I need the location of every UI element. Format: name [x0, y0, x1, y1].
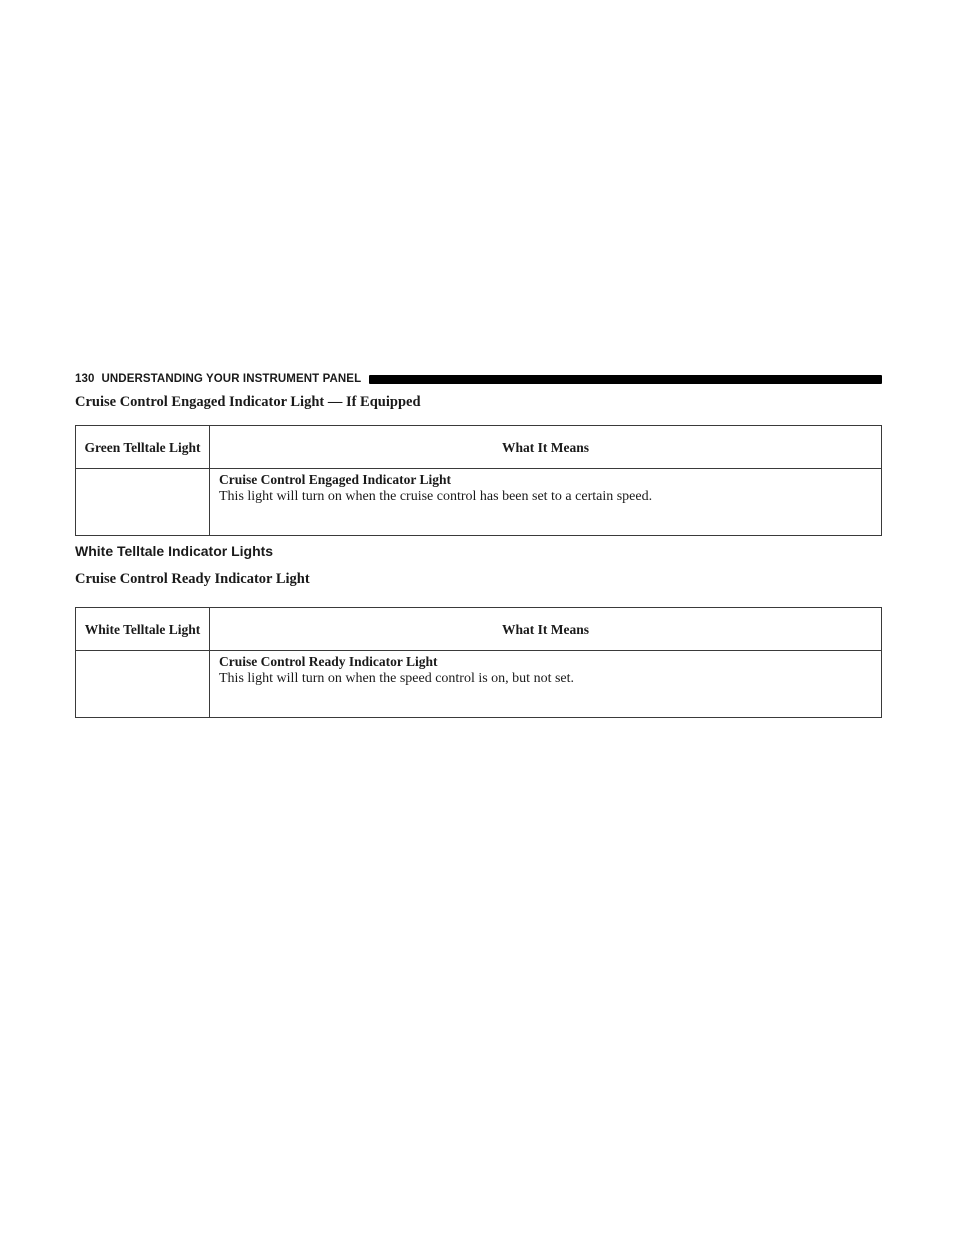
page-number: 130 [75, 373, 95, 385]
section-title-cruise-engaged: Cruise Control Engaged Indicator Light — If Equipped [75, 394, 421, 410]
column-header-meaning: What It Means [210, 426, 882, 469]
section-title-cruise-ready: Cruise Control Ready Indicator Light [75, 571, 310, 587]
row-title: Cruise Control Engaged Indicator Light [219, 472, 452, 487]
telltale-icon-cell [76, 469, 210, 536]
header-rule [369, 375, 882, 384]
column-header-telltale: Green Telltale Light [76, 426, 210, 469]
column-header-telltale: White Telltale Light [76, 608, 210, 651]
table-header-row [76, 426, 882, 469]
section-heading-white-telltale: White Telltale Indicator Lights [75, 543, 274, 559]
row-title: Cruise Control Ready Indicator Light [219, 654, 438, 669]
table-row [76, 651, 882, 718]
table-row [76, 469, 882, 536]
meaning-cell [210, 469, 882, 536]
telltale-icon-cell [76, 651, 210, 718]
row-description: This light will turn on when the speed control is on, but not set. [219, 671, 575, 686]
telltale-table-white [75, 607, 882, 718]
telltale-table-green [75, 425, 882, 536]
section-name: UNDERSTANDING YOUR INSTRUMENT PANEL [101, 373, 362, 385]
column-header-meaning: What It Means [210, 608, 882, 651]
table-header-row [76, 608, 882, 651]
row-description: This light will turn on when the cruise control has been set to a certain speed. [219, 489, 653, 504]
running-header [75, 371, 882, 387]
meaning-cell [210, 651, 882, 718]
